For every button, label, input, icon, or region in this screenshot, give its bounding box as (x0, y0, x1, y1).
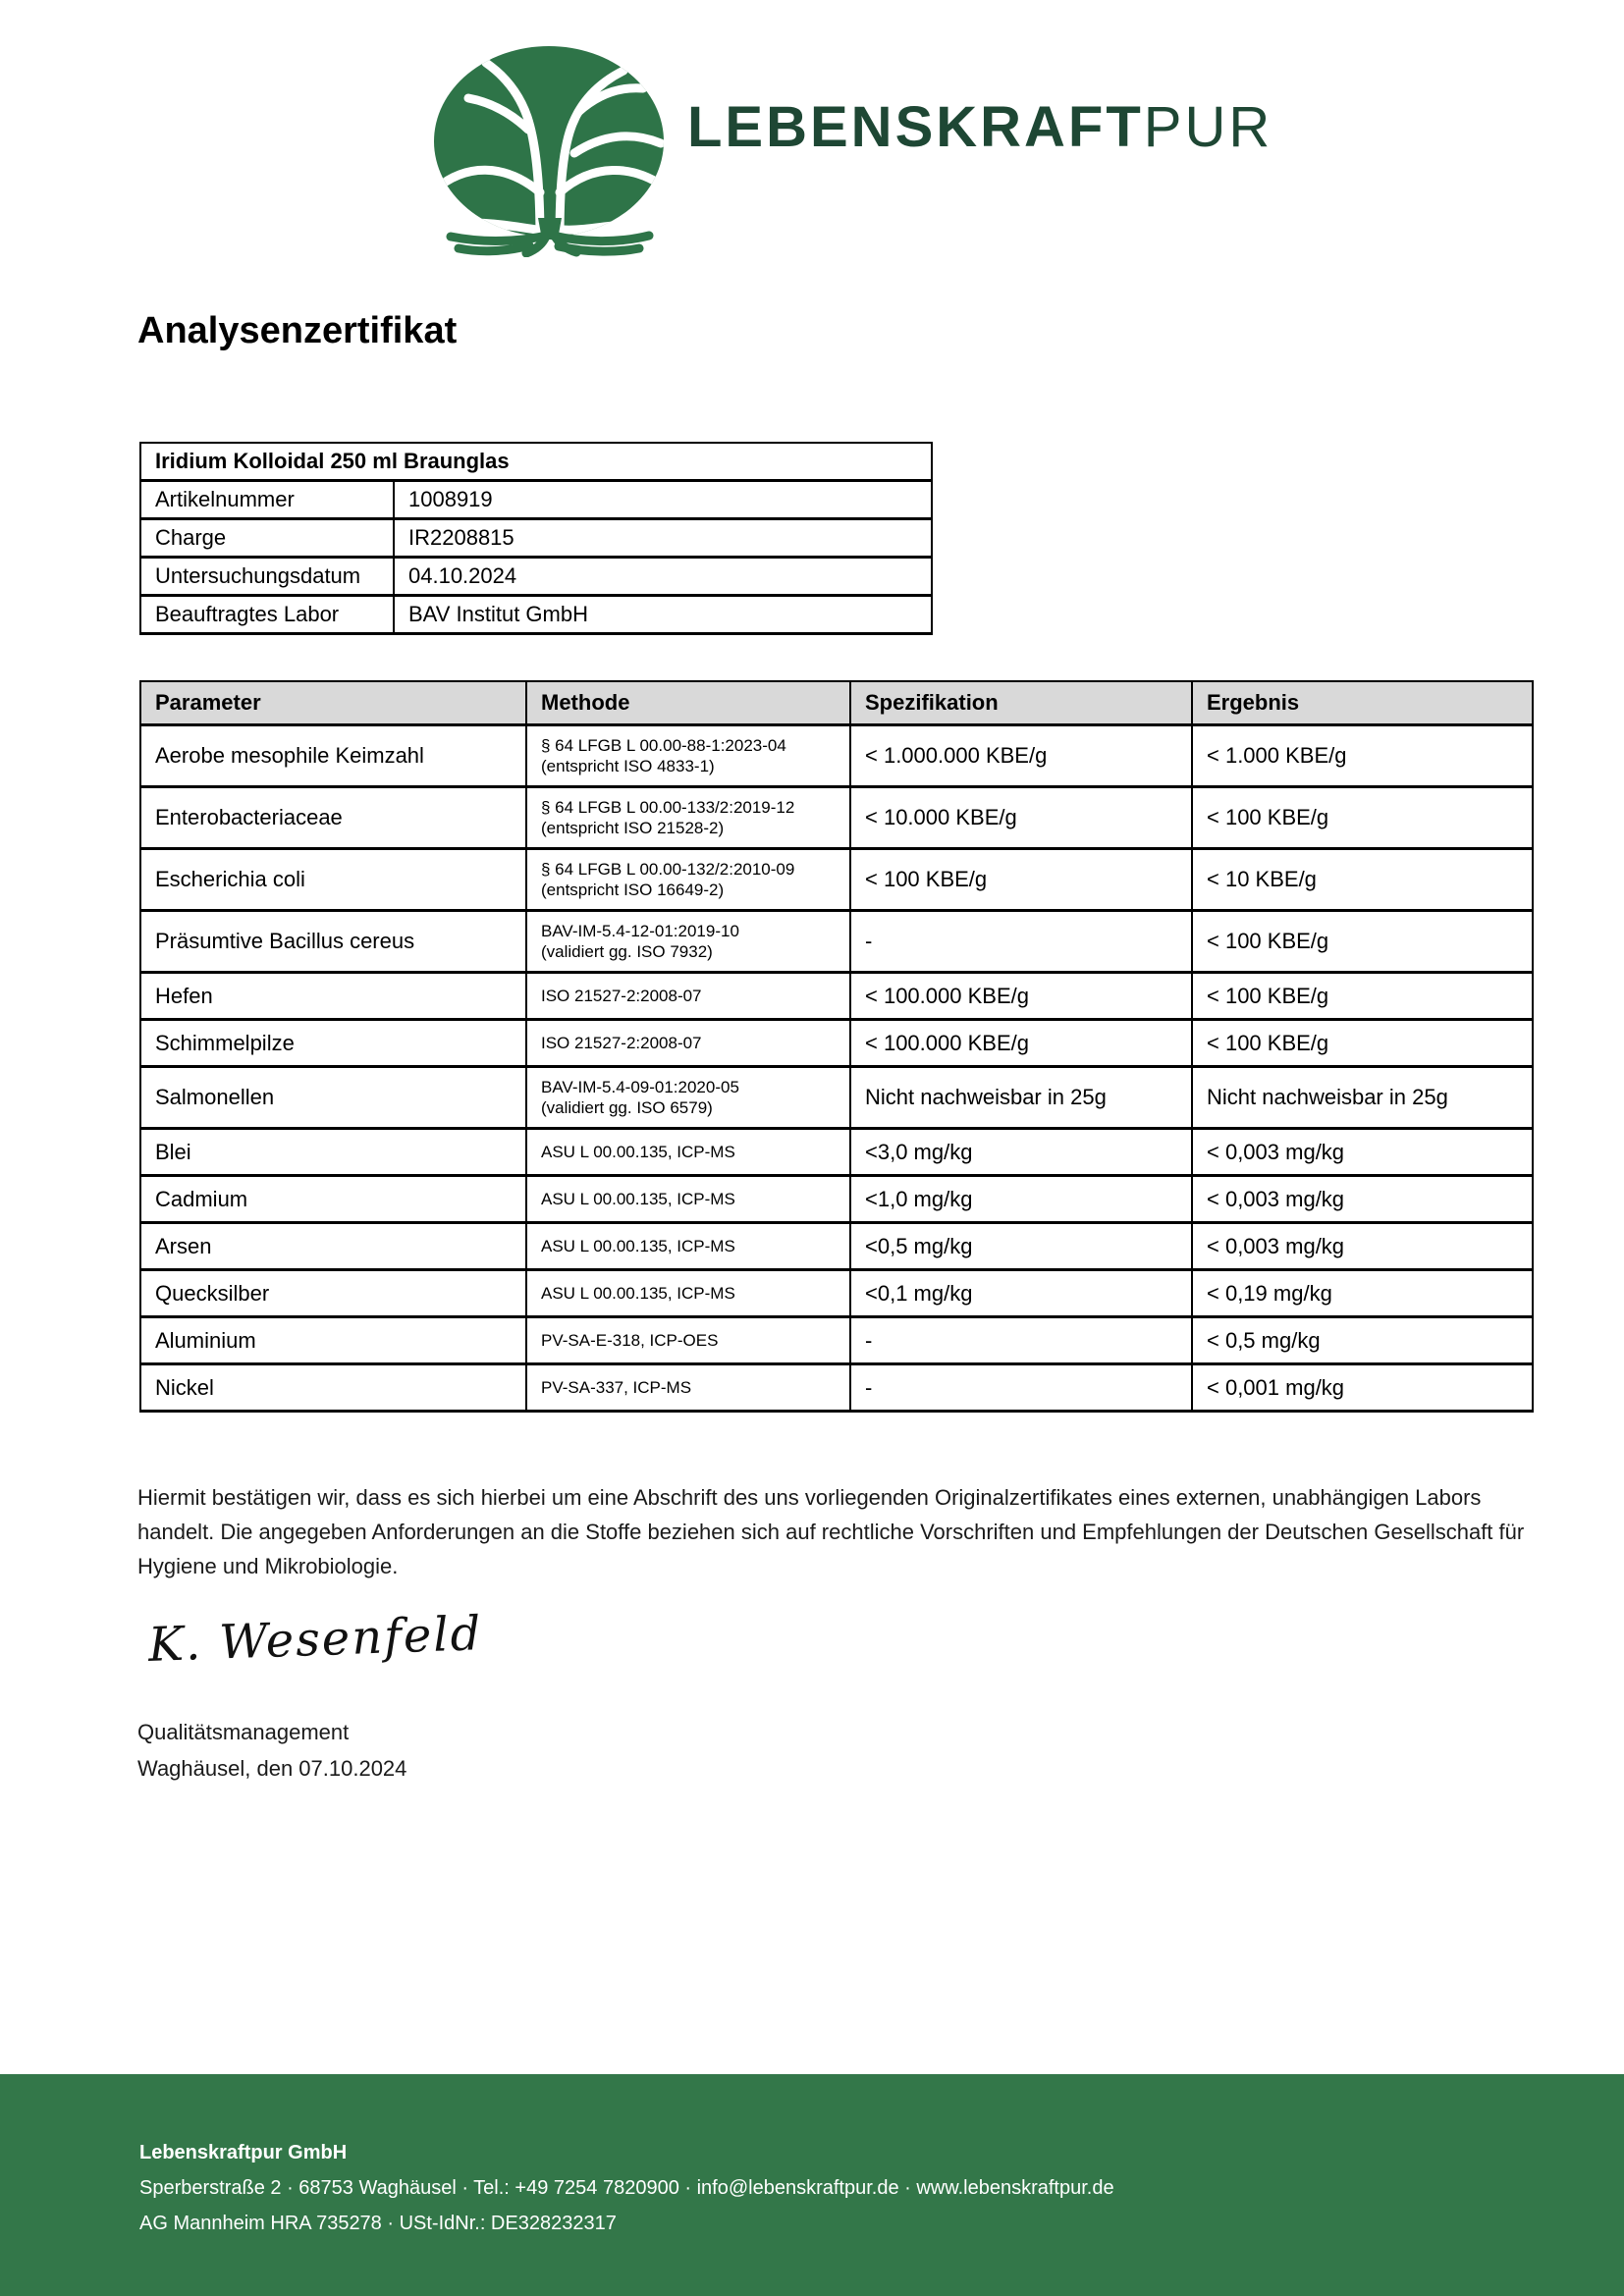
cell-spezifikation: <1,0 mg/kg (850, 1176, 1192, 1223)
info-label: Untersuchungsdatum (140, 558, 394, 596)
cell-ergebnis: < 100 KBE/g (1192, 973, 1533, 1020)
cell-ergebnis: < 0,19 mg/kg (1192, 1270, 1533, 1317)
product-title: Iridium Kolloidal 250 ml Braunglas (140, 443, 932, 481)
table-row (140, 911, 1533, 973)
table-row (140, 1067, 1533, 1129)
table-row (140, 725, 1533, 787)
brand-wordmark (687, 94, 1272, 160)
cell-ergebnis: Nicht nachweisbar in 25g (1192, 1067, 1533, 1129)
footer-registry-line: AG Mannheim HRA 735278 · USt-IdNr.: DE328232317 (139, 2213, 617, 2234)
cell-parameter: Schimmelpilze (140, 1020, 526, 1067)
table-row (140, 519, 932, 558)
info-value: IR2208815 (394, 519, 932, 558)
cell-methode: PV-SA-337, ICP-MS (526, 1364, 850, 1412)
cell-ergebnis: < 100 KBE/g (1192, 1020, 1533, 1067)
cell-methode: § 64 LFGB L 00.00-132/2:2010-09 (entspricht ISO 16649-2) (526, 849, 850, 911)
cell-ergebnis: < 0,5 mg/kg (1192, 1317, 1533, 1364)
cell-methode: BAV-IM-5.4-12-01:2019-10 (validiert gg. ISO 7932) (526, 911, 850, 973)
column-header-spezifikation: Spezifikation (850, 681, 1192, 725)
footer-address-line: Sperberstraße 2 · 68753 Waghäusel · Tel.: +49 7254 7820900 · info@lebenskraftpur.de · www.lebenskraftpur.de (139, 2177, 1114, 2199)
cell-ergebnis: < 0,003 mg/kg (1192, 1129, 1533, 1176)
table-row (140, 1223, 1533, 1270)
cell-ergebnis: < 100 KBE/g (1192, 787, 1533, 849)
column-header-methode: Methode (526, 681, 850, 725)
info-value: 04.10.2024 (394, 558, 932, 596)
cell-spezifikation: < 100 KBE/g (850, 849, 1192, 911)
info-value: BAV Institut GmbH (394, 596, 932, 634)
info-value: 1008919 (394, 481, 932, 519)
cell-parameter: Blei (140, 1129, 526, 1176)
footer-company-name: Lebenskraftpur GmbH (139, 2142, 348, 2163)
cell-parameter: Escherichia coli (140, 849, 526, 911)
cell-methode: ASU L 00.00.135, ICP-MS (526, 1176, 850, 1223)
signature-place-date: Waghäusel, den 07.10.2024 (137, 1756, 407, 1781)
confirmation-paragraph: Hiermit bestätigen wir, dass es sich hierbei um eine Abschrift des uns vorliegenden Originalzertifikates eines externen, unabhängigen Labors handelt. Die angegeben Anforderungen an die Stoffe beziehen sich auf rechtliche Vorschriften und Empfehlungen der Deutschen Gesellschaft für Hygiene und Mikrobiologie. (137, 1485, 1525, 1578)
cell-methode: § 64 LFGB L 00.00-133/2:2019-12 (entspricht ISO 21528-2) (526, 787, 850, 849)
cell-methode: ASU L 00.00.135, ICP-MS (526, 1129, 850, 1176)
table-row (140, 1270, 1533, 1317)
page-footer (0, 2074, 1624, 2296)
cell-methode: BAV-IM-5.4-09-01:2020-05 (validiert gg. ISO 6579) (526, 1067, 850, 1129)
cell-ergebnis: < 0,003 mg/kg (1192, 1176, 1533, 1223)
cell-parameter: Nickel (140, 1364, 526, 1412)
cell-methode: ASU L 00.00.135, ICP-MS (526, 1270, 850, 1317)
cell-parameter: Präsumtive Bacillus cereus (140, 911, 526, 973)
signature-role: Qualitätsmanagement (137, 1720, 350, 1744)
brand-wordmark-suffix: PUR (1143, 95, 1273, 159)
cell-methode: ASU L 00.00.135, ICP-MS (526, 1223, 850, 1270)
page-title: Analysenzertifikat (137, 310, 458, 351)
cell-parameter: Salmonellen (140, 1067, 526, 1129)
table-row (140, 787, 1533, 849)
table-row (140, 558, 932, 596)
cell-parameter: Arsen (140, 1223, 526, 1270)
brand-wordmark-main: LEBENSKRAFT (687, 95, 1144, 159)
cell-spezifikation: - (850, 1317, 1192, 1364)
info-label: Charge (140, 519, 394, 558)
analysis-header-row (140, 681, 1533, 725)
cell-methode: PV-SA-E-318, ICP-OES (526, 1317, 850, 1364)
cell-methode: § 64 LFGB L 00.00-88-1:2023-04 (entspricht ISO 4833-1) (526, 725, 850, 787)
cell-parameter: Aluminium (140, 1317, 526, 1364)
cell-spezifikation: - (850, 911, 1192, 973)
cell-ergebnis: < 0,003 mg/kg (1192, 1223, 1533, 1270)
product-info-header-row (140, 443, 932, 481)
cell-spezifikation: < 100.000 KBE/g (850, 1020, 1192, 1067)
info-label: Beauftragtes Labor (140, 596, 394, 634)
cell-methode: ISO 21527-2:2008-07 (526, 1020, 850, 1067)
cell-spezifikation: < 1.000.000 KBE/g (850, 725, 1192, 787)
cell-spezifikation: <3,0 mg/kg (850, 1129, 1192, 1176)
cell-parameter: Hefen (140, 973, 526, 1020)
column-header-ergebnis: Ergebnis (1192, 681, 1533, 725)
cell-spezifikation: - (850, 1364, 1192, 1412)
cell-ergebnis: < 0,001 mg/kg (1192, 1364, 1533, 1412)
cell-parameter: Quecksilber (140, 1270, 526, 1317)
footer-text-block (0, 2074, 1624, 2241)
analysis-results-table (139, 680, 1534, 1413)
table-row (140, 849, 1533, 911)
cell-ergebnis: < 100 KBE/g (1192, 911, 1533, 973)
tree-logo-icon (430, 43, 668, 257)
column-header-parameter: Parameter (140, 681, 526, 725)
cell-parameter: Cadmium (140, 1176, 526, 1223)
signature: K. Wesenfeld (147, 1606, 484, 1673)
table-row (140, 596, 932, 634)
cell-spezifikation: <0,1 mg/kg (850, 1270, 1192, 1317)
table-row (140, 1020, 1533, 1067)
cell-spezifikation: Nicht nachweisbar in 25g (850, 1067, 1192, 1129)
table-row (140, 973, 1533, 1020)
cell-ergebnis: < 10 KBE/g (1192, 849, 1533, 911)
table-row (140, 1317, 1533, 1364)
cell-spezifikation: < 10.000 KBE/g (850, 787, 1192, 849)
table-row (140, 481, 932, 519)
cell-methode: ISO 21527-2:2008-07 (526, 973, 850, 1020)
cell-spezifikation: < 100.000 KBE/g (850, 973, 1192, 1020)
cell-parameter: Enterobacteriaceae (140, 787, 526, 849)
cell-spezifikation: <0,5 mg/kg (850, 1223, 1192, 1270)
cell-ergebnis: < 1.000 KBE/g (1192, 725, 1533, 787)
cell-parameter: Aerobe mesophile Keimzahl (140, 725, 526, 787)
table-row (140, 1364, 1533, 1412)
info-label: Artikelnummer (140, 481, 394, 519)
product-info-table (139, 442, 933, 635)
table-row (140, 1129, 1533, 1176)
table-row (140, 1176, 1533, 1223)
